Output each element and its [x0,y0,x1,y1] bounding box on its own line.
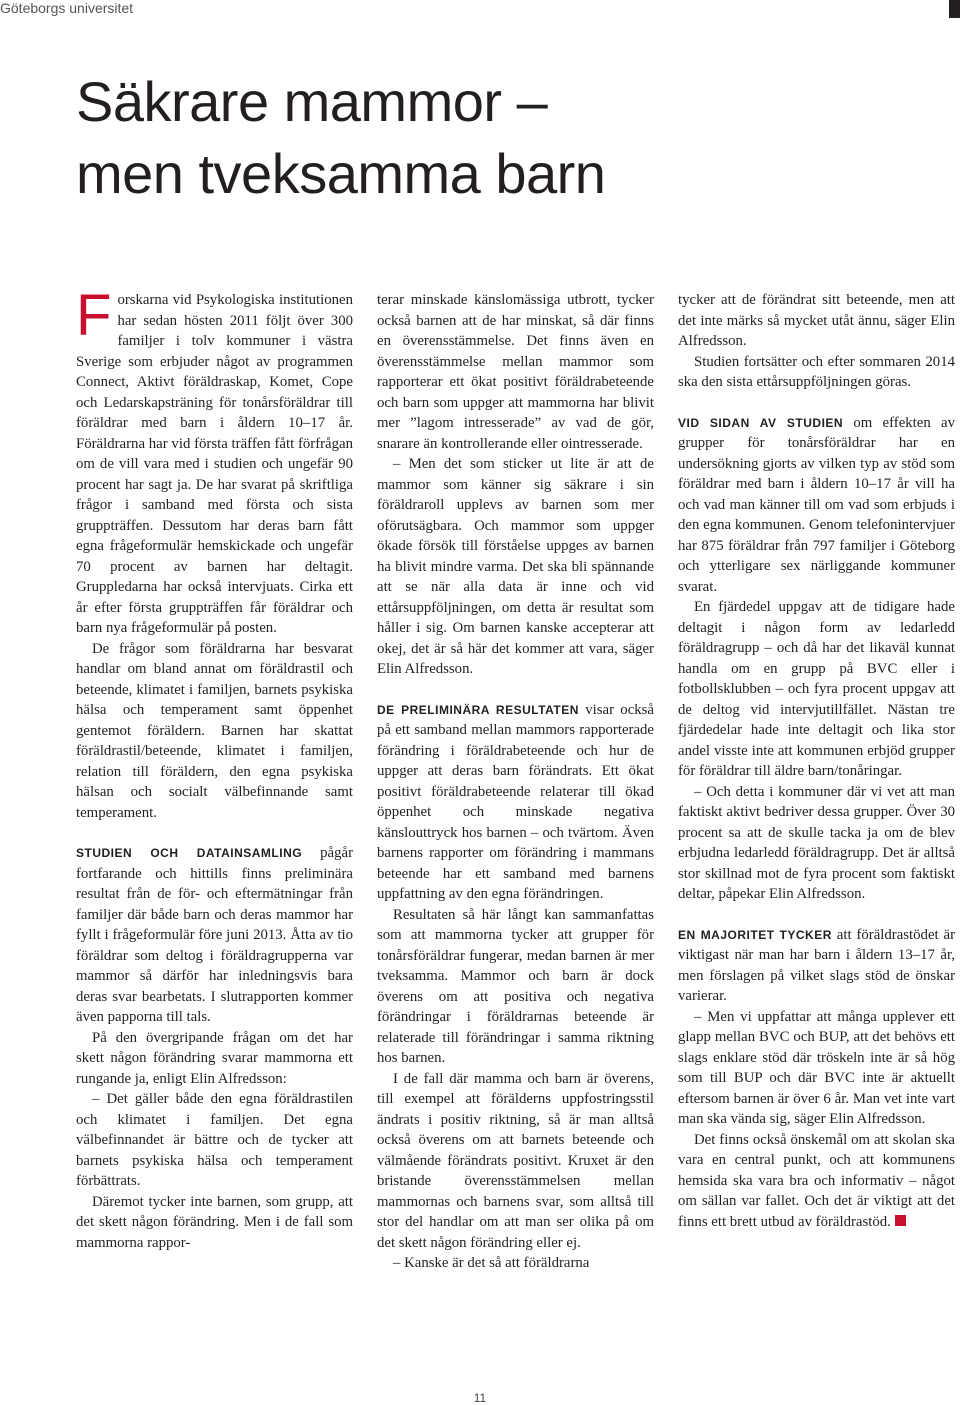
university-label: Göteborgs universitet [0,0,134,16]
body-paragraph: Studien fortsätter och efter sommaren 2014 ska den sista ettårsuppföljningen göras. [678,353,955,390]
quote-paragraph: – Det gäller både den egna föräldrastilen och klimatet i familjen. Det egna välbefinnandet är bättre och de tycker att barnets psykiska hälsa och temperament förbättrats. [76,1091,353,1189]
quote-paragraph: tycker att de förändrat sitt beteende, men att det inte märks så mycket utåt ännu, säger Elin Alfredsson. [678,292,955,349]
end-mark-icon [895,1215,906,1226]
quote-paragraph: – Men vi uppfattar att många upplever ett glapp mellan BVC och BUP, att det behövs ett slags enklare stöd där tröskeln inte är så hög som till BUP och där BVC inte är aktuellt eftersom barnen är över 6 år. Man vet inte vart man ska vända sig, säger Elin Alfredsson. [678,1008,955,1127]
body-paragraph: En fjärdedel uppgav att de tidigare hade deltagit i någon form av ledarledd föräldragrupp – och då har det likaväl kunnat handla om en grupp på BVC eller i fotbollsklubben – och fyra procent uppgav att de deltog vid intervjutillfället. Nästan tre fjärdedelar hade inte deltagit och lika stor andel visste inte att kommunen erbjöd grupper för föräldrar till äldre barn/tonåringar. [678,599,955,779]
body-paragraph: Däremot tycker inte barnen, som grupp, att det skett någon förändring. Men i de fall som mammorna rappor- [76,1193,353,1251]
lead-paragraph-text: orskarna vid Psykologiska institutionen har sedan hösten 2011 följt över 300 familjer i tolv kommuner i västra Sverige som erbjuder något av programmen Connect, Aktivt föräldraskap, Komet, Cope och Ledarskapsträning för tonårsföräldrar till föräldrar med barn i åldern 10–17 år. Föräldrarna har vid första träffen fått förfrågan om de vill vara med i studien och ungefär 90 procent har sagt ja. De har svarat på skriftliga frågor i samband med första och sista gruppträffen. Dessutom har deras barn fått egna frågeformulär hemskickade och ungefär 70 procent av barnen har deltagit. Gruppledarna har också intervjuats. Cirka ett år efter första gruppträffen får föräldrar och barn nya frågeformulär på posten. [76,292,353,636]
text-column-3 [678,290,955,1232]
section-paragraph-text: om effekten av grupper för tonårsföräldrar har en undersökning gjorts av vilken typ av stöd som föräldrar med barn i åldern 10–17 år vill ha och vad man känner till om vad som erbjuds i den egna kommunen. Genom telefonintervjuer har 875 föräldrar från 797 familjer i Göteborg och ytterligare sex närliggande kommuner svarat. [678,414,955,595]
running-head [0,0,960,18]
closing-paragraph-text: Det finns också önskemål om att skolan ska vara en central punkt, och att kommunens hemsida ska vara bra och informativ – något om sällan var fallet. Och det är viktigt att det finns ett brett utbud av föräldrastöd. [678,1131,955,1230]
article-title-line-2: men tveksamma barn [76,142,606,205]
section-paragraph [678,925,955,1007]
article-title-line-1: Säkrare mammor – [76,70,548,133]
drop-cap: F [76,283,112,348]
section-paragraph-text: visar också på ett samband mellan mammors rapporterade förändring i föräldrabeteende och hur de uppger att deras barn förändrats. Ett ökat positivt föräldrabeteende relaterar till ökad öppenhet och minskade negativa känslouttryck hos barnen – och tvärtom. Även barnens rapporter om förändring i mammans beteende har ett samband med barnens uppfattning av den egna förändringen. [377,701,655,902]
body-paragraph: I de fall där mamma och barn är överens, till exempel att förälderns uppfostringsstil ändrats i positiv riktning, så är man alltså också överens om att barnets beteende och välmående förändrats positivt. Kruxet är den bristande överensstämmelsen mellan mammornas och barnens svar, som alltså till stor del handlar om att man ser olika på om det skett någon förändring eller ej. [377,1070,654,1251]
section-paragraph [377,700,654,905]
quote-paragraph: – Kanske är det så att föräldrarna [393,1255,590,1271]
quote-paragraph: – Och detta i kommuner där vi vet att man faktiskt aktivt bedriver dessa grupper. Över 30 procent sa att de skulle tacka ja om de blev erbjudna ledarledd föräldragrupp. Det är alltså stor skillnad mot de fyra procent som faktiskt deltar, påpekar Elin Alfredsson. [678,783,955,902]
corner-tab [949,0,960,18]
text-column-2 [377,290,654,1274]
text-column-1 [76,283,354,1253]
section-runin-heading: EN MAJORITET TYCKER [678,927,832,942]
body-paragraph: På den övergripande frågan om det har skett någon förändring svarar mammorna ett rungande ja, enligt Elin Alfredsson: [76,1029,353,1087]
closing-paragraph [678,1130,955,1233]
page-number: 11 [473,1391,487,1405]
section-runin-heading: VID SIDAN AV STUDIEN [678,415,844,430]
body-paragraph: De frågor som föräldrarna har besvarat handlar om bland annat om föräldrastil och beteende, klimatet i familjen, barnets psykiska hälsa och temperament samt öppenhet gentemot föräldern. Barnen har skattat föräldrastil/beteende, klimatet i familjen, relation till föräldern, den egna psykiska hälsan och socialt välbefinnande samt temperament. [76,640,353,821]
section-paragraph [678,413,955,598]
section-runin-heading: STUDIEN OCH DATAINSAMLING [76,846,303,860]
body-paragraph: Resultaten så här långt kan sammanfattas som att mammorna tycker att grupper för tonårsföräldrar fungerar, medan barnen är mer tveksamma. Mammor och barn är dock överens om att positiva och negativa förändringar i föräldrarnas beteende är relaterade till förändringar i samma riktning hos barnen. [377,906,654,1066]
body-paragraph: terar minskade känslomässiga utbrott, tycker också barnen att de har minskat, så där finns en överensstämmelse. Det finns även en överensstämmelse mellan mammor som rapporterar ett ökat positivt föräldrabeteende och barn som uppger att mammorna har blivit mer ”lagom intresserade” av vad de gör, snarare än kontrollerande eller ointresserade. [377,292,654,452]
quote-paragraph: – Men det som sticker ut lite är att de mammor som känner sig säkrare i sin föräldraroll upplevs av barnen som mer oförutsägbara. Och mammor som uppger ökade försök till förståelse uppges av barnen ha blivit mindre varma. Det ska bli spännande att se när alla data är inne och vid ettårsuppföljningen, om detta är resultat som håller i sig. Om barnen kanske accepterar att okej, det är så här det kommer att vara, säger Elin Alfredsson. [377,456,654,677]
lead-paragraph [76,283,353,639]
article-title [76,66,896,210]
section-paragraph-text: pågår fortfarande och hittills finns preliminära resultat från de för- och eftermätningar från familjer där både barn och deras mammor har fyllt i frågeformulär före juni 2013. Åtta av tio föräldrar som deltog i föräldragrupperna var mammor så därför har inledningsvis bara deras svar bearbetats. I slutrapporten kommer även papporna till tals. [76,845,354,1025]
section-runin-heading: DE PRELIMINÄRA RESULTATEN [377,702,579,717]
section-paragraph [76,843,353,1028]
section-paragraph-text: att föräldrastödet är viktigast när man har barn i åldern 13–17 år, men förslagen på vilket slags stöd de önskar varierar. [678,926,955,1004]
